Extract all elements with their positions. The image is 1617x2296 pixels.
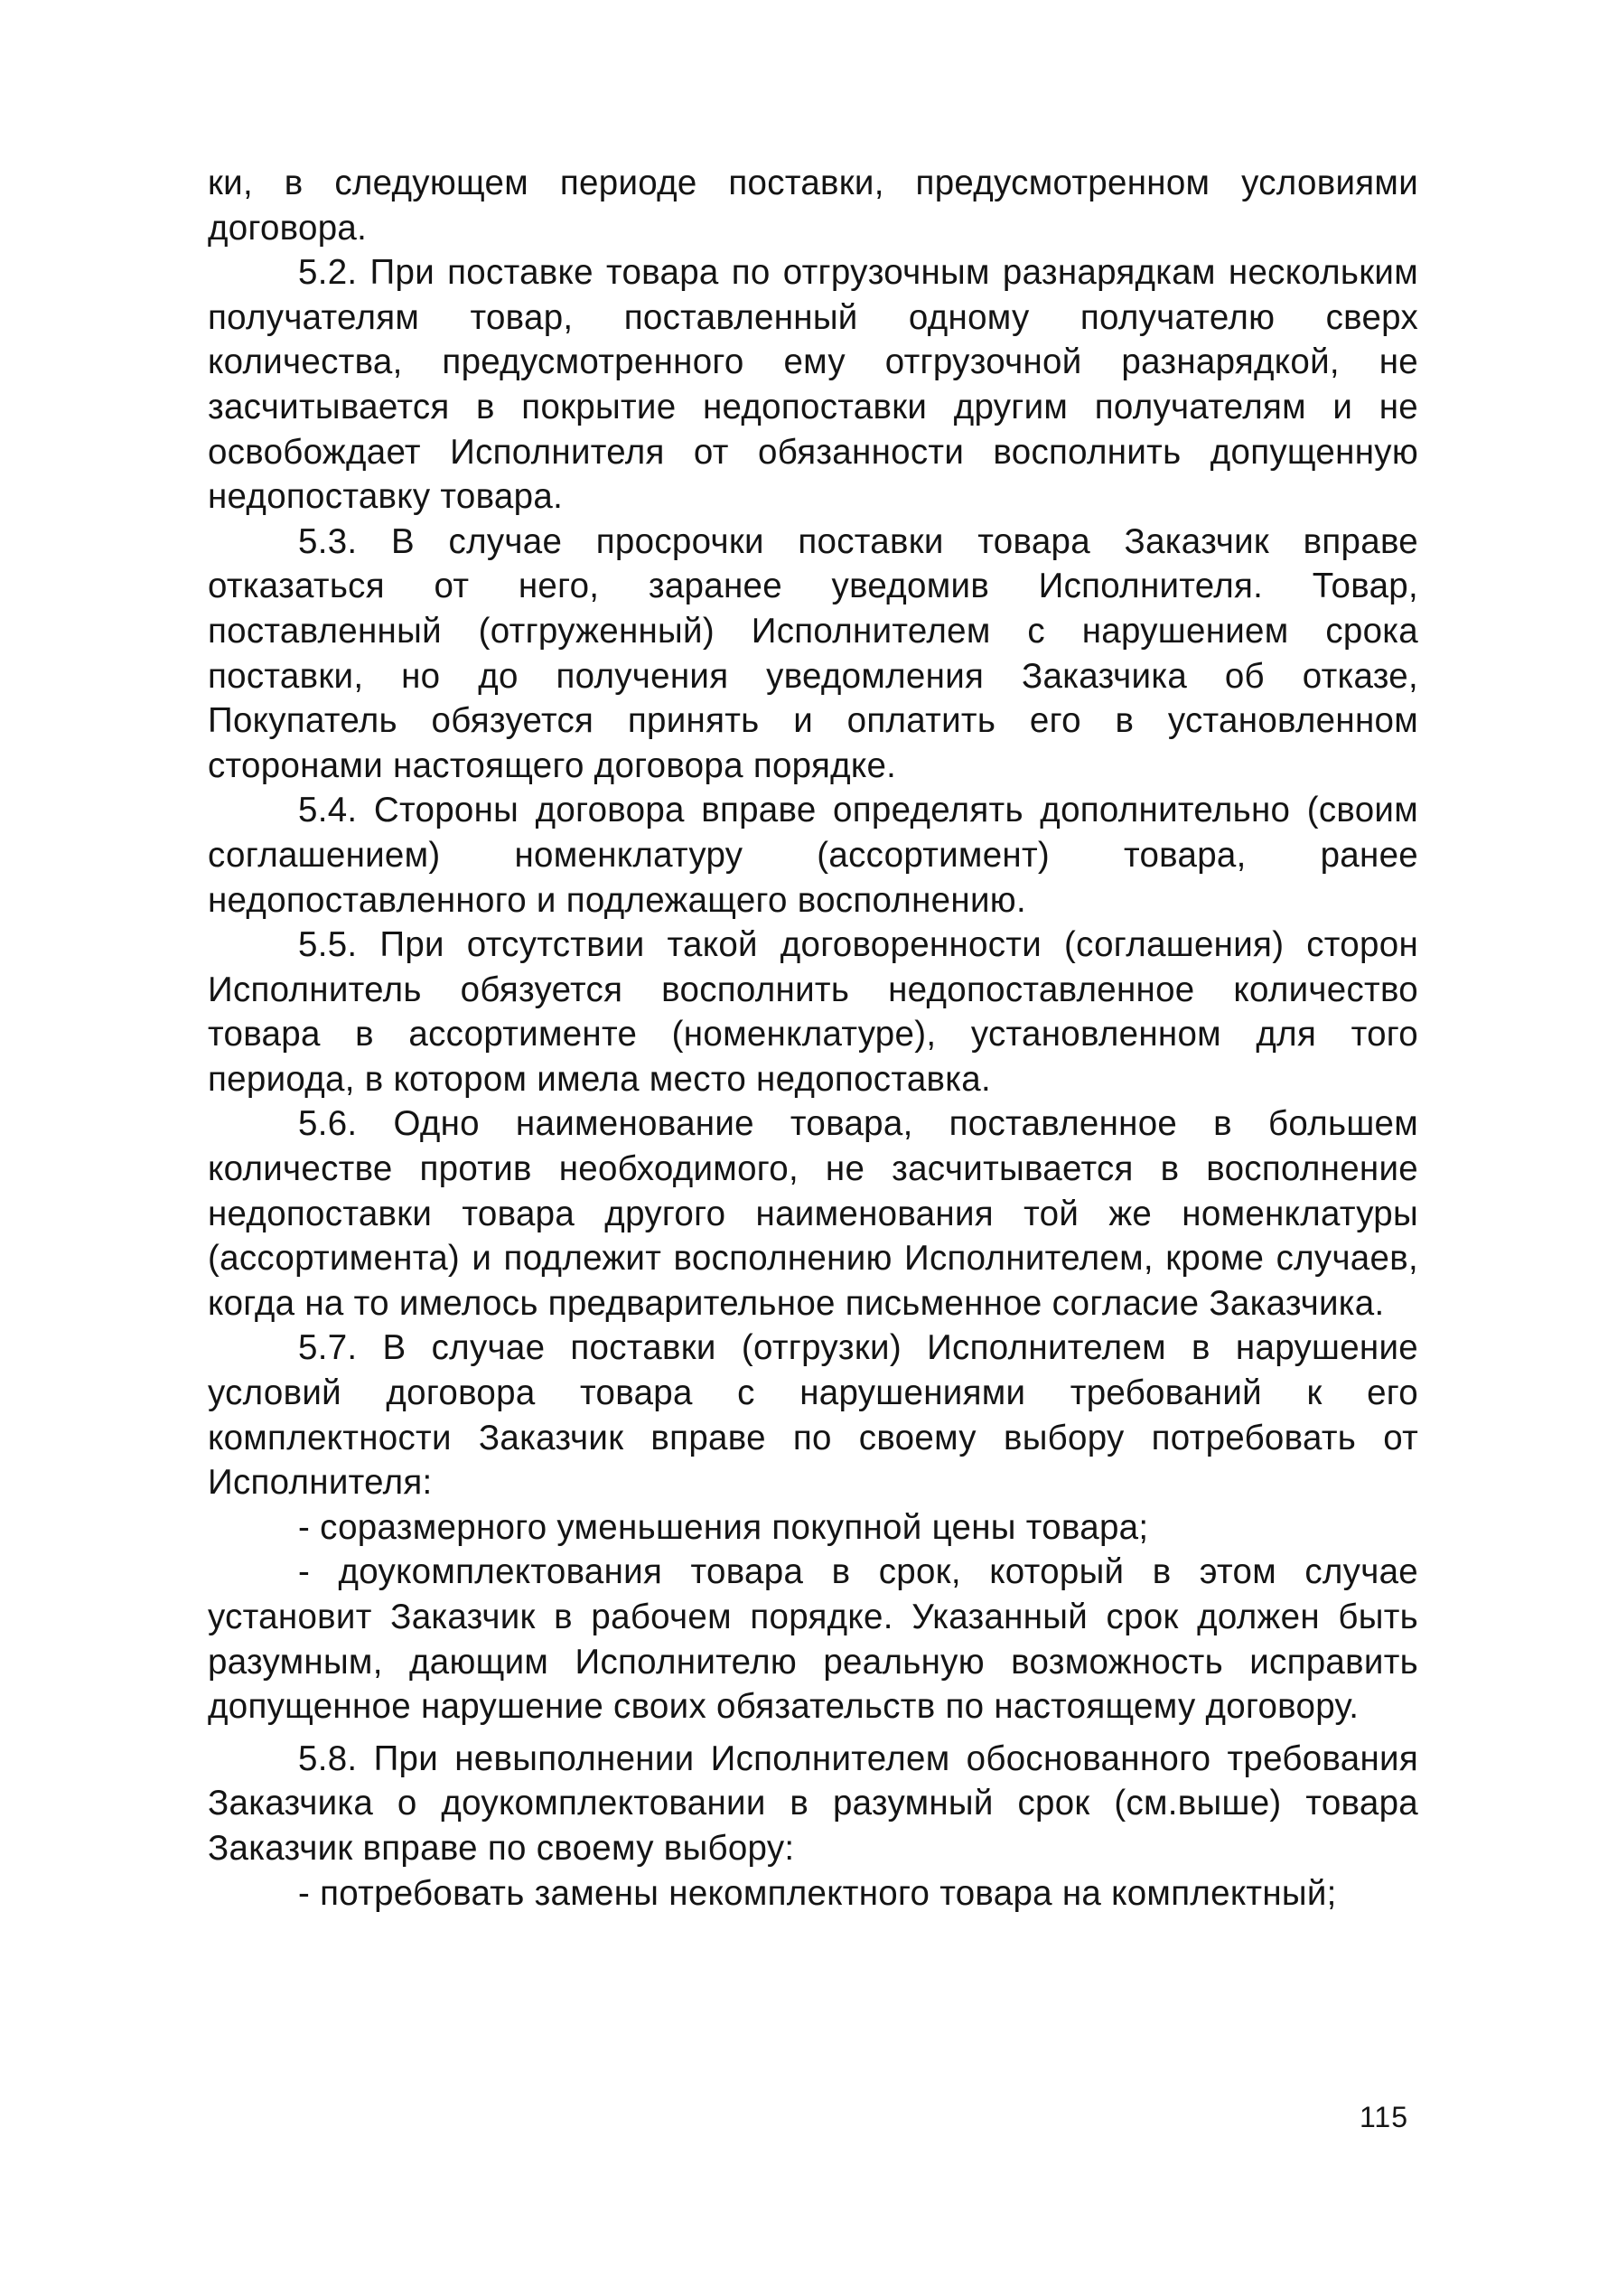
paragraph-5-8: 5.8. При невыполнении Исполнителем обоснованного требования Заказчика о доукомплектовании в разумный срок (см.выше) товара Заказчик вправе по своему выбору:: [208, 1738, 1418, 1868]
paragraph-5-2: 5.2. При поставке товара по отгрузочным разнарядкам нескольким получателям товар, поставленный одному получателю сверх количества, предусмотренного ему отгрузочной разнарядкой, не засчитывается в покрытие недопоставки другим получателям и не освобождает Исполнителя от обязанности восполнить допущенную недопоставку товара.: [208, 253, 1418, 517]
document-body: [208, 161, 1418, 1916]
paragraph-5-5: 5.5. При отсутствии такой договоренности (соглашения) сторон Исполнитель обязуется восполнить недопоставленное количество товара в ассортименте (номенклатуре), установленном для того периода, в котором имела место недопоставка.: [208, 925, 1418, 1099]
paragraph-5-4: 5.4. Стороны договора вправе определять дополнительно (своим соглашением) номенклатуру (ассортимент) товара, ранее недопоставленного и подлежащего восполнению.: [208, 791, 1418, 920]
paragraph-5-7: 5.7. В случае поставки (отгрузки) Исполнителем в нарушение условий договора товара с нарушениями требований к его комплектности Заказчик вправе по своему выбору потребовать от Исполнителя:: [208, 1328, 1418, 1503]
list-item-price-reduction: - соразмерного уменьшения покупной цены товара;: [298, 1507, 1149, 1547]
list-item-completion: - доукомплектования товара в срок, который в этом случае установит Заказчик в рабочем порядке. Указанный срок должен быть разумным, дающим Исполнителю реальную возможность исправить допущенное нарушение своих обязательств по настоящему договору.: [208, 1552, 1418, 1727]
page-number: 115: [1360, 2101, 1409, 2133]
paragraph-continuation: ки, в следующем периоде поставки, предусмотренном условиями договора.: [208, 164, 1418, 248]
paragraph-5-6: 5.6. Одно наименование товара, поставленное в большем количестве против необходимого, не засчитывается в восполнение недопоставки товара другого наименования той же номенклатуры (ассортимента) и подлежит восполнению Исполнителем, кроме случаев, когда на то имелось предварительное письменное согласие Заказчика.: [208, 1104, 1418, 1323]
list-item-replacement: - потребовать замены некомплектного товара на комплектный;: [298, 1873, 1337, 1913]
paragraph-5-3: 5.3. В случае просрочки поставки товара Заказчик вправе отказаться от него, заранее уведомив Исполнителя. Товар, поставленный (отгруженный) Исполнителем с нарушением срока поставки, но до получения уведомления Заказчика об отказе, Покупатель обязуется принять и оплатить его в установленном сторонами настоящего договора порядке.: [208, 521, 1418, 785]
